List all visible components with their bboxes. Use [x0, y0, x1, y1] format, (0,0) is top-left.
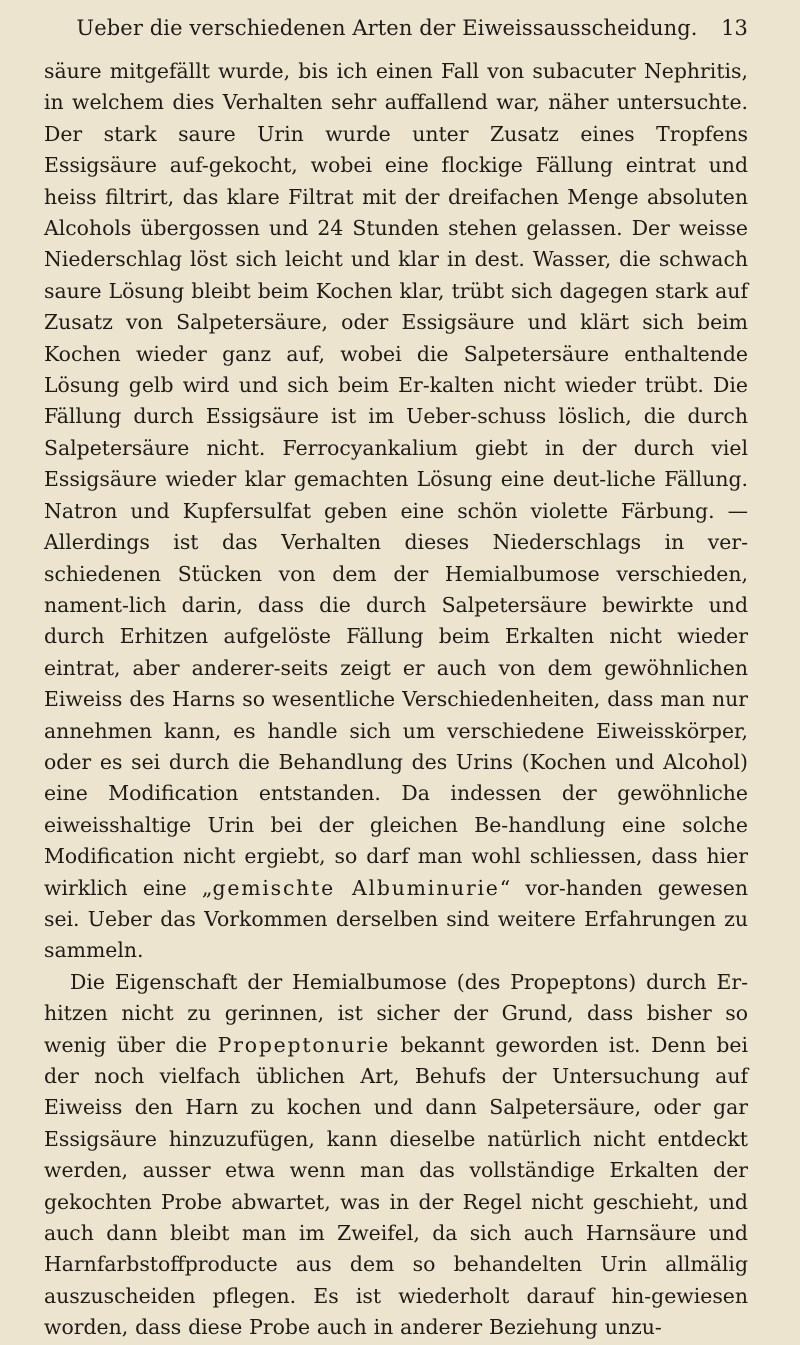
page-number: 13 [721, 16, 748, 40]
paragraph-continued [44, 56, 748, 967]
paragraph [44, 967, 748, 1344]
text-segment: säure mitgefällt wurde, bis ich einen Fall von subacuter Nephritis, in welchem dies Verhalten sehr auffallend war, näher untersuchte. Der stark saure Urin wurde unter Zusatz eines Tropfens Essigsäure auf-gekocht, wobei eine flockige Fällung eintrat und heiss filtrirt, das klare Filtrat mit der dreifachen Menge absoluten Alcohols übergossen und 24 Stunden stehen gelassen. Der weisse Niederschlag löst sich leicht und klar in dest. Wasser, die schwach saure Lösung bleibt beim Kochen klar, trübt sich dagegen stark auf Zusatz von Salpetersäure, oder Essigsäure und klärt sich beim Kochen wieder ganz auf, wobei die Salpetersäure enthaltende Lösung gelb wird und sich beim Er-kalten nicht wieder trübt. Die Fällung durch Essigsäure ist im Ueber-schuss löslich, die durch Salpetersäure nicht. Ferrocyankalium giebt in der durch viel Essigsäure wieder klar gemachten Lösung eine deut-liche Fällung. Natron und Kupfersulfat geben eine schön violette Färbung. — Allerdings ist das Verhalten dieses Niederschlags in ver-schiedenen Stücken von dem der Hemialbumose verschieden, nament-lich darin, dass die durch Salpetersäure bewirkte und durch Erhitzen aufgelöste Fällung beim Erkalten nicht wieder eintrat, aber anderer-seits zeigt er auch von dem gewöhnlichen Eiweiss des Harns so wesentliche Verschiedenheiten, dass man nur annehmen kann, es handle sich um verschiedene Eiweisskörper, oder es sei durch die Behandlung des Urins (Kochen und Alcohol) eine Modification entstanden. Da indessen der gewöhnliche eiweisshaltige Urin bei der gleichen Be-handlung eine solche Modification nicht ergiebt, so darf man wohl schliessen, dass hier wirklich eine „ [44, 59, 748, 900]
text-segment: bekannt geworden ist. Denn bei der noch vielfach üblichen Art, Behufs der Untersuchung auf Eiweiss den Harn zu kochen und dann Salpetersäure, oder gar Essigsäure hinzuzufügen, kann dieselbe natürlich nicht entdeckt werden, ausser etwa wenn man das vollständige Erkalten der gekochten Probe abwartet, was in der Regel nicht geschieht, und auch dann bleibt man im Zweifel, da sich auch Harnsäure und Harnfarbstoffproducte aus dem so behandelten Urin allmälig auszuscheiden pflegen. Es ist wiederholt darauf hin-gewiesen worden, dass diese Probe auch in anderer Beziehung unzu- [44, 1032, 748, 1340]
emphasized-term: gemischte Albuminurie [212, 875, 500, 900]
emphasized-term: Propeptonurie [217, 1032, 391, 1057]
running-head [44, 0, 748, 56]
text-segment: “ vor-handen gewesen sei. Ueber das Vorkommen derselben sind weitere Erfahrungen zu sammeln. [44, 875, 748, 963]
running-title: Ueber die verschiedenen Arten der Eiweissausscheidung. [76, 16, 698, 40]
text-segment: Die Eigenschaft der Hemialbumose (des Propeptons) durch Er-hitzen nicht zu gerinnen, ist sicher der Grund, dass bisher so wenig über die [44, 969, 748, 1057]
body-text [44, 56, 748, 1344]
